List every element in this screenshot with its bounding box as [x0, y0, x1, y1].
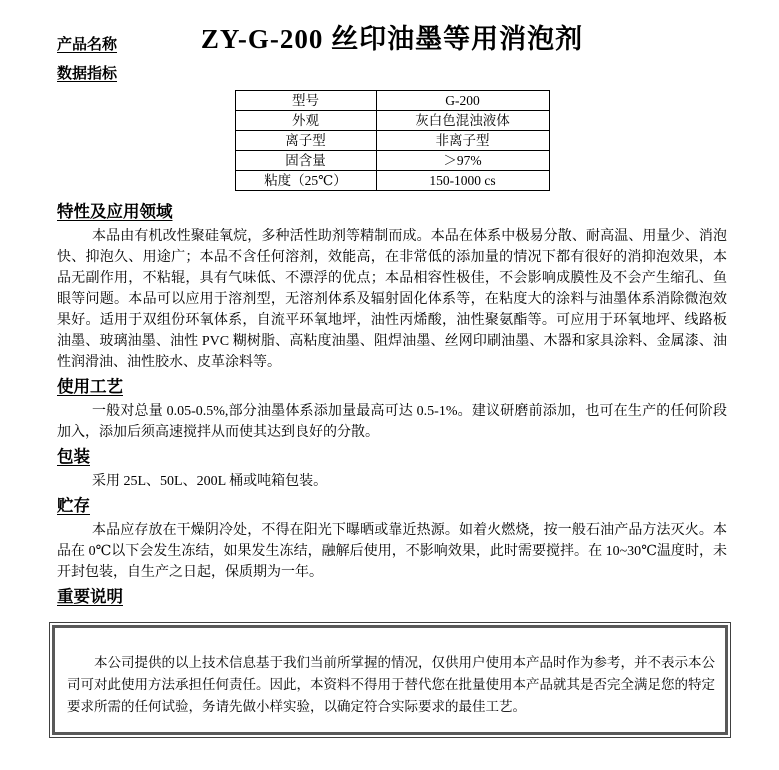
storage-paragraph: 本品应存放在干燥阴冷处，不得在阳光下曝晒或靠近热源。如着火燃烧，按一般石油产品方法灭火。本品在 0℃以下会发生冻结，如果发生冻结，融解后使用，不影响效果，此时需要搅拌。在 10~30℃温度时，未开封包装，自生产之日起，保质期为一年。: [57, 523, 727, 580]
section-heading-important: [57, 586, 727, 608]
spec-label: 型号: [235, 91, 376, 111]
usage-paragraph: 一般对总量 0.05-0.5%,部分油墨体系添加量最高可达 0.5-1%。建议研磨前添加，也可在生产的任何阶段加入，添加后须高速搅拌从而使其达到良好的分散。: [57, 404, 727, 440]
section-packaging: [57, 446, 727, 492]
important-notice-text: 本公司提供的以上技术信息基于我们当前所掌握的情况，仅供用户使用本产品时作为参考，并不表示本公司可对此使用方法承担任何责任。因此，本资料不得用于替代您在批量使用本产品就其是否完全满足您的特定要求所需的任何试验，务请先做小样实验，以确定符合实际要求的最佳工艺。: [67, 655, 715, 714]
packaging-paragraph: 采用 25L、50L、200L 桶或吨箱包装。: [92, 474, 328, 489]
section-heading-text: 重要说明: [57, 587, 123, 606]
spec-value: ＞97%: [376, 151, 549, 171]
section-usage: [57, 376, 727, 443]
important-notice-box: [49, 622, 731, 738]
section-heading-storage: [57, 495, 727, 517]
spec-table: [235, 90, 550, 191]
section-heading-usage: [57, 376, 727, 398]
table-row: [235, 91, 549, 111]
section-heading-packaging: [57, 446, 727, 468]
page-title: ZY-G-200 丝印油墨等用消泡剂: [200, 24, 584, 54]
table-row: [235, 151, 549, 171]
product-name-label: 产品名称: [57, 37, 118, 53]
spec-value: 150-1000 cs: [376, 171, 549, 191]
spec-value: G-200: [376, 91, 549, 111]
section-important: [57, 586, 727, 608]
table-row: [235, 111, 549, 131]
table-row: [235, 171, 549, 191]
section-heading-features: [57, 201, 727, 223]
spec-label: 离子型: [235, 131, 376, 151]
section-heading-text: 贮存: [57, 496, 90, 515]
spec-label: 固含量: [235, 151, 376, 171]
header: [57, 22, 727, 58]
features-paragraph: 本品由有机改性聚硅氧烷，多种活性助剂等精制而成。本品在体系中极易分散、耐高温、用量少、消泡快、抑泡久、用途广；本品不含任何溶剂，效能高，在非常低的添加量的情况下都有很好的消抑泡效果，本品无副作用，不粘辊，具有气味低、不漂浮的优点；本品相容性极佳，不会影响成膜性及不会产生缩孔、鱼眼等问题。本品可以应用于溶剂型，无溶剂体系及辐射固化体系等，在粘度大的涂料与油墨体系消除微泡效果好。适用于双组份环氧体系，自流平环氧地坪，油性丙烯酸，油性聚氨酯等。可应用于环氧地坪、线路板油墨、玻璃油墨、油性 PVC 糊树脂、高粘度油墨、阻焊油墨、丝网印刷油墨、木器和家具涂料、金属漆、油性润滑油、油性胶水、皮革涂料等。: [57, 229, 727, 370]
data-metrics-label: 数据指标: [57, 66, 118, 82]
section-heading-text: 使用工艺: [57, 377, 123, 396]
section-heading-text: 包装: [57, 447, 90, 466]
section-heading-text: 特性及应用领域: [57, 202, 173, 221]
section-storage: [57, 495, 727, 583]
spec-value: 非离子型: [376, 131, 549, 151]
important-notice-box-inner: [52, 625, 728, 735]
spec-label: 粘度（25℃）: [235, 171, 376, 191]
spec-value: 灰白色混浊液体: [376, 111, 549, 131]
table-row: [235, 131, 549, 151]
spec-label: 外观: [235, 111, 376, 131]
section-features: [57, 201, 727, 373]
